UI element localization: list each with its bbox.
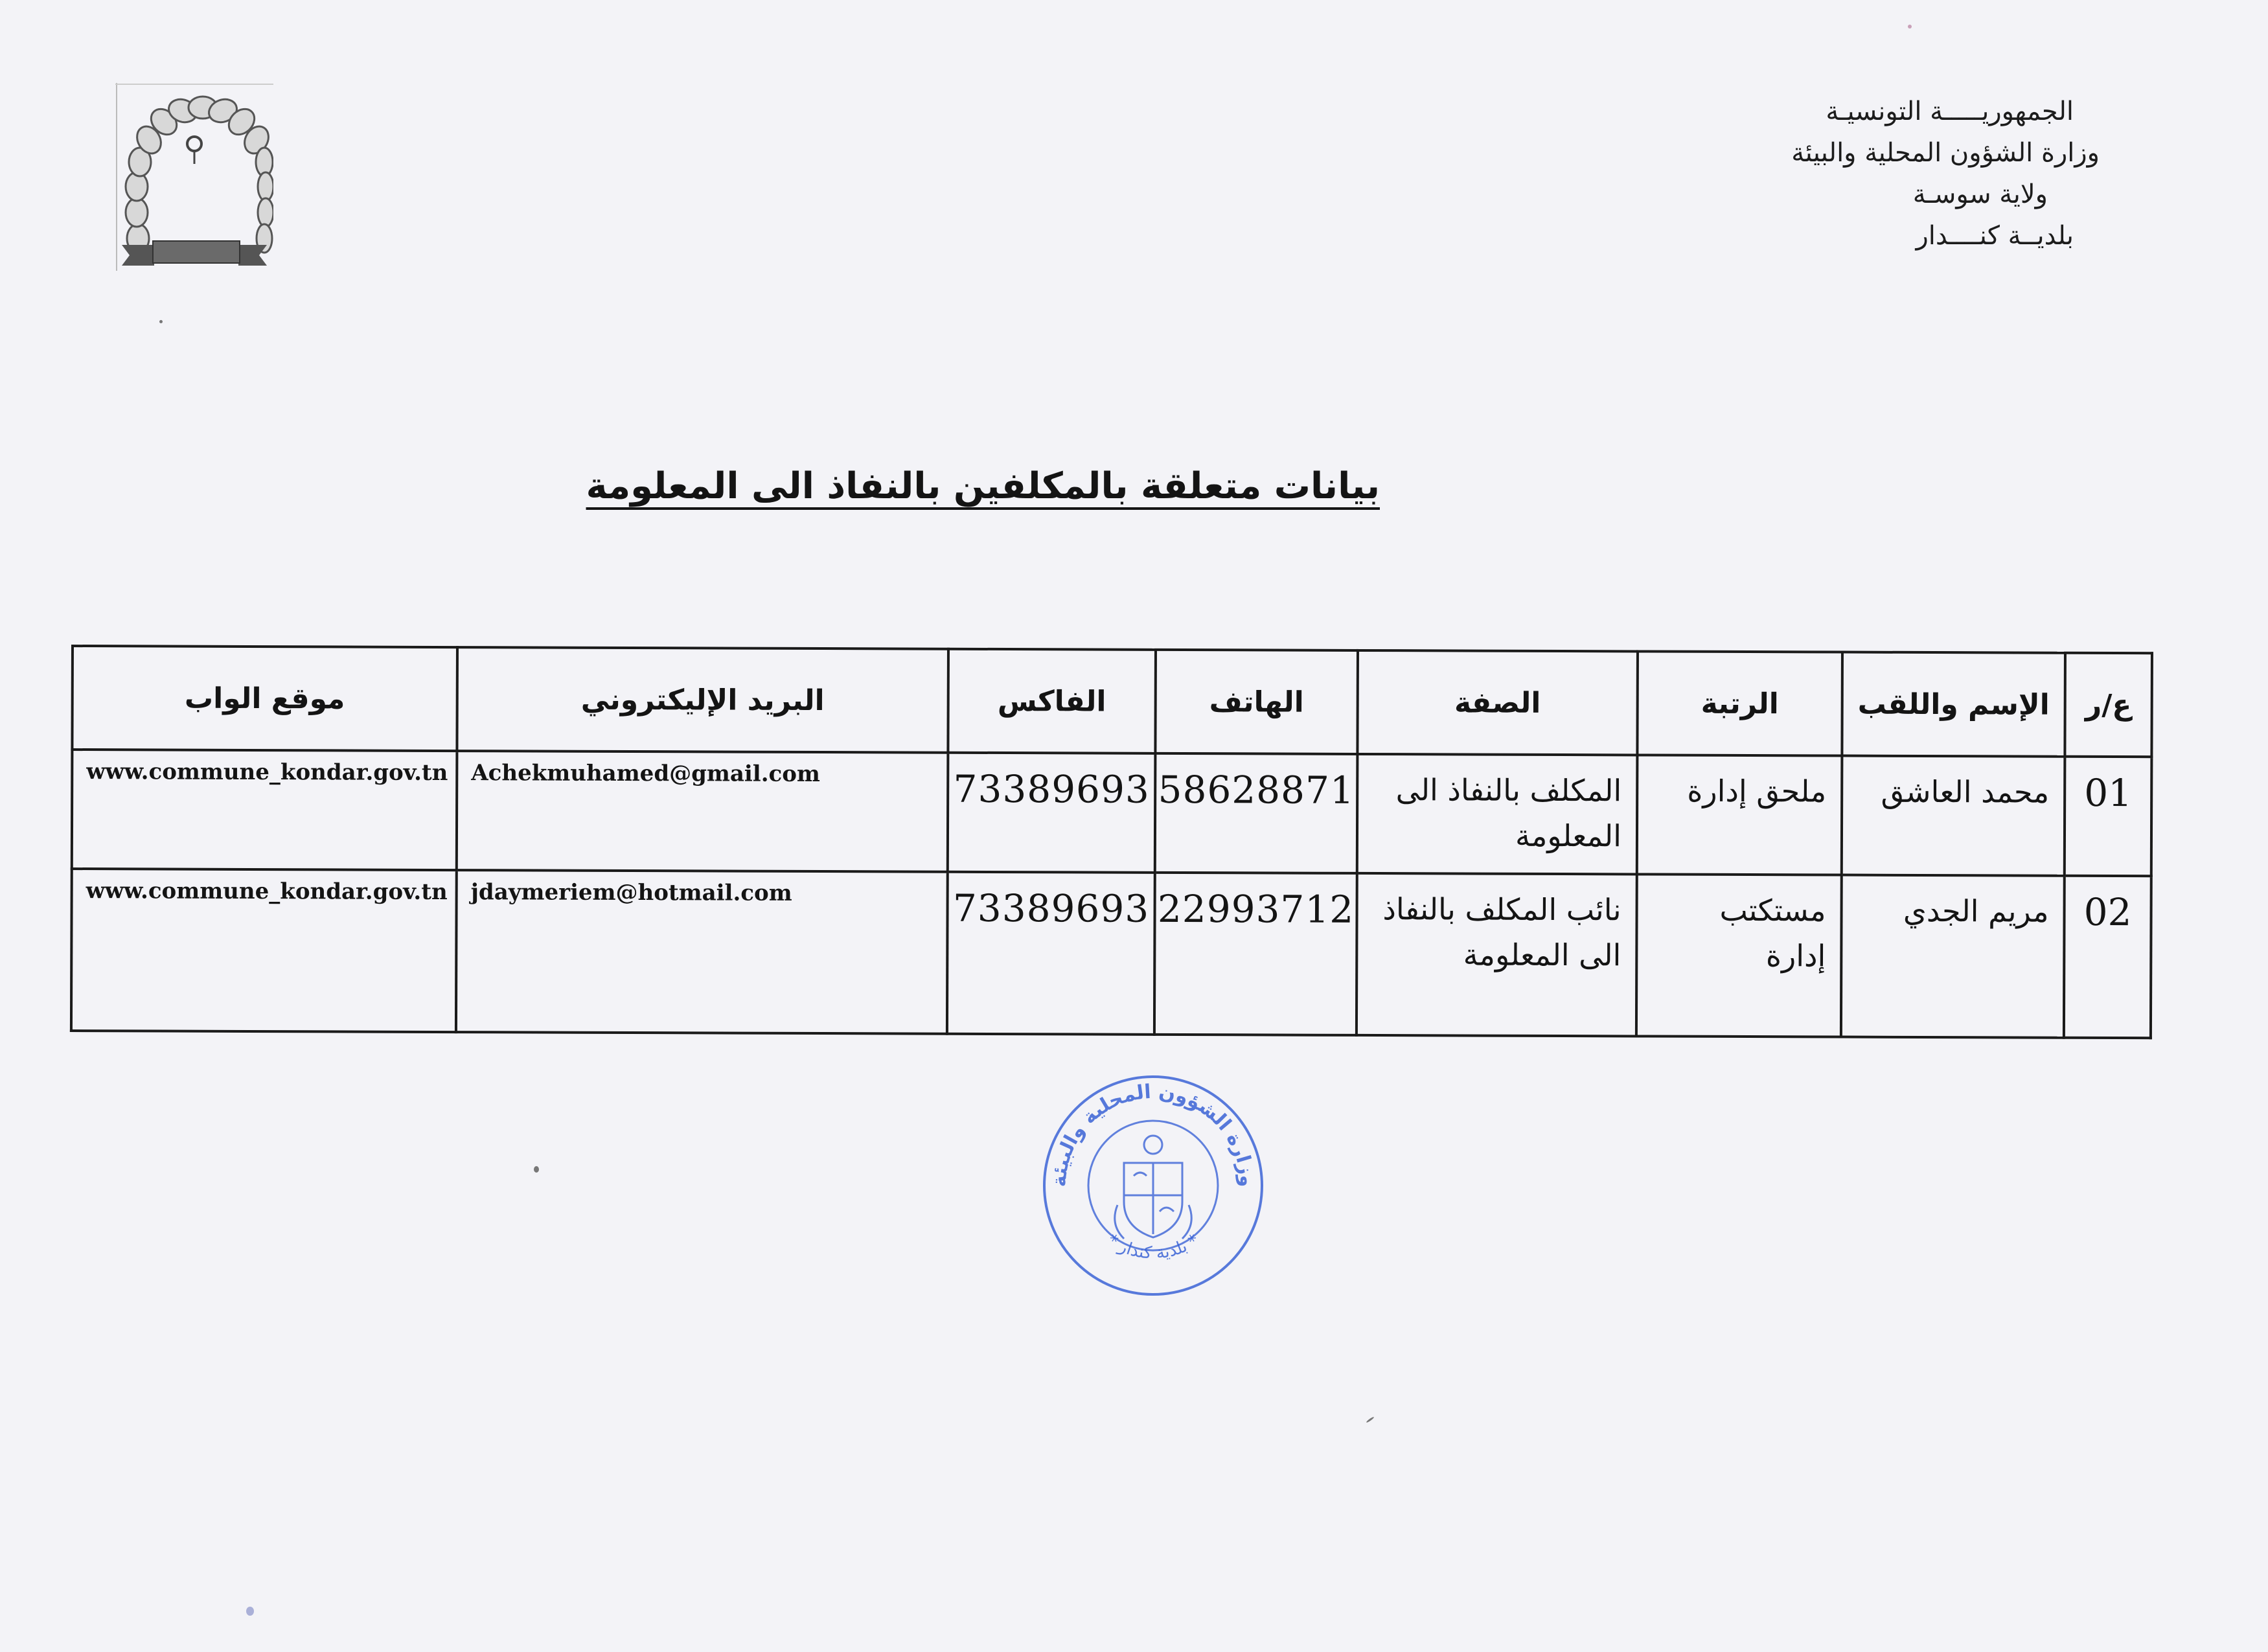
cell-grade: ملحق إدارة xyxy=(1637,755,1842,875)
header-role: الصفة xyxy=(1357,650,1638,755)
cell-phone: 22993712 xyxy=(1154,873,1357,1035)
letterhead-governorate: ولاية سوسـة xyxy=(1912,179,2048,209)
header-phone: الهاتف xyxy=(1155,650,1358,754)
cell-fax: 73389693 xyxy=(947,872,1155,1035)
cell-email: Achekmuhamed@gmail.com xyxy=(457,751,948,872)
cell-role: المكلف بالنفاذ الى المعلومة xyxy=(1357,754,1638,875)
table-row xyxy=(72,750,2152,876)
scan-speck xyxy=(246,1607,254,1616)
cell-grade: مستكتب إدارة xyxy=(1636,874,1842,1037)
municipality-logo-icon xyxy=(115,83,273,271)
cell-name: مريم الجدي xyxy=(1841,875,2065,1038)
header-website: موقع الواب xyxy=(72,646,457,751)
header-email: البريد الإليكتروني xyxy=(457,647,948,753)
header-fax: الفاكس xyxy=(948,649,1156,753)
cell-name: محمد العاشق xyxy=(1842,756,2065,876)
stamp-inner-text: * بلدية كندار * xyxy=(1103,1230,1203,1263)
cell-index: 01 xyxy=(2065,757,2152,876)
scan-speck xyxy=(1908,25,1912,29)
cell-index: 02 xyxy=(2064,876,2151,1038)
table-row xyxy=(71,869,2151,1038)
cell-website: www.commune_kondar.gov.tn xyxy=(71,869,457,1032)
stamp-outer-text: وزارة الشؤون المحلية والبيئة xyxy=(1048,1080,1259,1187)
header-name: الإسم واللقب xyxy=(1842,652,2065,757)
cell-website: www.commune_kondar.gov.tn xyxy=(72,750,457,870)
letterhead-republic: الجمهوريـــــة التونسيـة xyxy=(1826,97,2074,126)
header-grade: الرتبة xyxy=(1637,651,1842,755)
letterhead-municipality: بلديــة كنــــدار xyxy=(1916,221,2074,251)
header-index: ع/ر xyxy=(2065,653,2152,757)
cell-phone: 58628871 xyxy=(1155,753,1358,873)
official-stamp-icon xyxy=(1040,1072,1266,1299)
document-title: بيانات متعلقة بالمكلفين بالنفاذ الى المعلومة xyxy=(586,465,1380,507)
table-header-row xyxy=(72,646,2152,757)
cell-email: jdaymeriem@hotmail.com xyxy=(456,870,948,1034)
cell-fax: 73389693 xyxy=(948,753,1156,873)
cell-role: نائب المكلف بالنفاذ الى المعلومة xyxy=(1357,873,1637,1037)
svg-text:* بلدية كندار * xyxy=(1104,1230,1203,1263)
letterhead-ministry: وزارة الشؤون المحلية والبيئة xyxy=(1791,138,2100,168)
scan-speck xyxy=(159,320,163,323)
scan-speck xyxy=(1366,1416,1374,1423)
access-officers-table xyxy=(70,645,2151,1039)
letterhead xyxy=(1737,91,2100,257)
scan-speck xyxy=(534,1166,539,1173)
